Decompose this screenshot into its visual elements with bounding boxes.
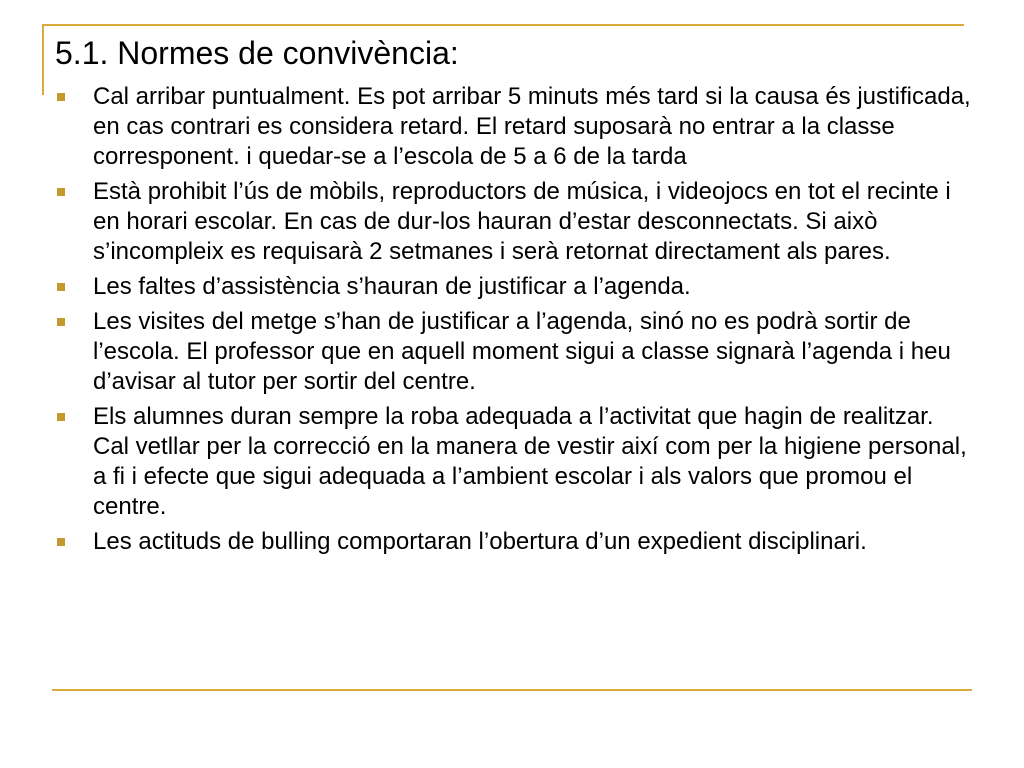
bullet-text: Les visites del metge s’han de justificar a l’agenda, sinó no es podrà sortir de l’escola. El professor que en aquell moment sigui a classe signarà l’agenda i heu d’avisar al tutor per sortir del centre.	[93, 308, 951, 395]
square-bullet-icon	[57, 318, 65, 326]
bullet-item-absences	[55, 272, 975, 302]
bullet-text: Els alumnes duran sempre la roba adequada a l’activitat que hagin de realitzar. Cal vetllar per la correcció en la manera de vestir així com per la higiene personal, a fi i efecte que sigui adequada a l’ambient escolar i als valors que promou el centre.	[93, 403, 967, 520]
square-bullet-icon	[57, 283, 65, 291]
bullet-item-mobiles	[55, 177, 975, 267]
bullet-text: Està prohibit l’ús de mòbils, reproductors de música, i videojocs en tot el recinte i en horari escolar. En cas de dur-los hauran d’estar desconnectats. Si això s’incompleix es requisarà 2 setmanes i serà retornat directament als pares.	[93, 178, 951, 265]
slide-title: 5.1. Normes de convivència:	[55, 35, 459, 71]
bullet-item-arrival	[55, 82, 975, 172]
bullet-item-bullying	[55, 527, 975, 557]
square-bullet-icon	[57, 413, 65, 421]
bullet-item-doctor-visits	[55, 307, 975, 397]
bullet-text: Les actituds de bulling comportaran l’obertura d’un expedient disciplinari.	[93, 528, 867, 555]
frame-line-left	[42, 24, 44, 95]
bullet-text: Les faltes d’assistència s’hauran de justificar a l’agenda.	[93, 273, 691, 300]
square-bullet-icon	[57, 93, 65, 101]
bullet-item-clothing	[55, 402, 975, 522]
bullet-text: Cal arribar puntualment. Es pot arribar 5 minuts més tard si la causa és justificada, en cas contrari es considera retard. El retard suposarà no entrar a la classe corresponent. i quedar-se a l’escola de 5 a 6 de la tarda	[93, 83, 971, 170]
bullet-list	[55, 82, 975, 562]
frame-line-top	[42, 24, 964, 26]
frame-line-bottom	[52, 689, 972, 691]
square-bullet-icon	[57, 188, 65, 196]
square-bullet-icon	[57, 538, 65, 546]
